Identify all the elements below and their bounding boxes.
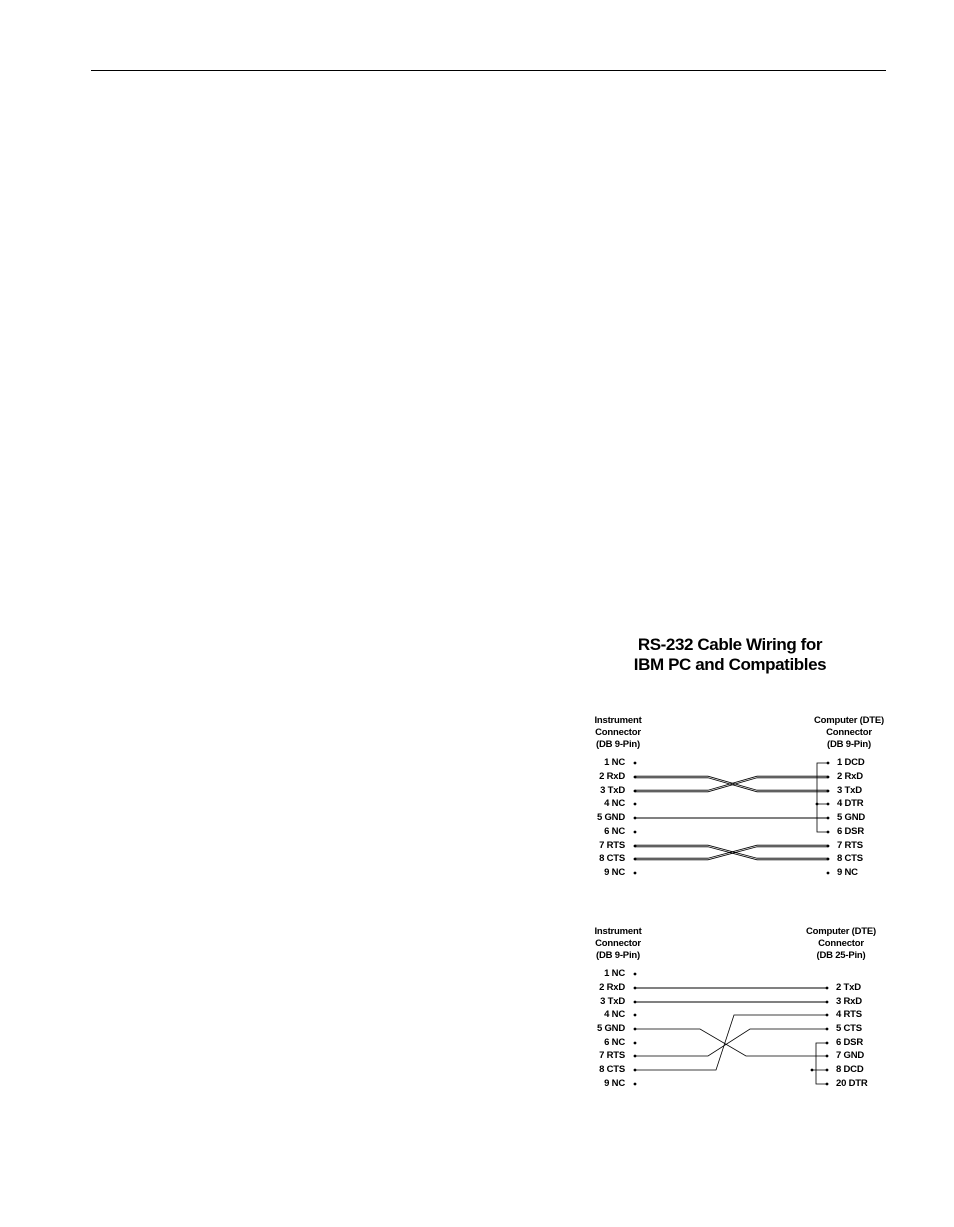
diagram-title-line-1: RS-232 Cable Wiring for: [637, 635, 823, 654]
d1-left-pin-2: 2 RxD: [599, 771, 625, 782]
d2-right-terminal-4: [826, 1014, 829, 1017]
d1-wire-rxd-to-txd: [635, 776, 828, 792]
d2-left-terminal-2: [634, 987, 637, 990]
d1-left-terminal-5: [634, 817, 637, 820]
d1-left-pin-3: 3 TxD: [600, 785, 625, 796]
d1-junction-dtr: [816, 803, 819, 806]
d2-left-terminal-8: [634, 1069, 637, 1072]
d2-loop-dsr-dcd-dtr: [812, 1043, 827, 1084]
d2-right-pin-7: 7 GND: [836, 1050, 865, 1061]
d2-left-pin-3: 3 TxD: [600, 996, 625, 1007]
d2-right-header-line-3: (DB 25-Pin): [816, 950, 866, 961]
d2-right-terminal-2: [826, 987, 829, 990]
d1-right-terminal-2: [827, 776, 830, 779]
d1-left-header-line-2: Connector: [595, 727, 641, 738]
d2-right-terminals: [826, 987, 829, 1086]
d2-wire-cts-to-rts: [635, 1015, 827, 1070]
d2-left-header-line-3: (DB 9-Pin): [596, 950, 640, 961]
d1-right-header-line-1: Computer (DTE): [813, 715, 885, 726]
header-rule: [91, 70, 886, 71]
d2-right-header: [800, 926, 882, 962]
d1-right-pin-2: 2 RxD: [837, 771, 863, 782]
d2-left-header-line-1: Instrument: [594, 926, 642, 937]
d1-left-header-line-3: (DB 9-Pin): [596, 739, 640, 750]
d1-left-pin-1: 1 NC: [604, 757, 625, 768]
d1-right-terminal-1: [827, 762, 830, 765]
d2-left-pin-4: 4 NC: [604, 1009, 625, 1020]
d1-wire-rts-to-cts: [635, 845, 828, 860]
d2-left-terminal-6: [634, 1042, 637, 1045]
d2-left-pin-8: 8 CTS: [599, 1064, 625, 1075]
d1-left-terminal-6: [634, 831, 637, 834]
d2-left-pin-1: 1 NC: [604, 968, 625, 979]
d1-right-header: [808, 715, 890, 751]
d1-left-pin-5: 5 GND: [596, 812, 625, 823]
d2-left-terminal-1: [634, 973, 637, 976]
d2-left-terminal-5: [634, 1028, 637, 1031]
d1-right-pin-8: 8 CTS: [837, 853, 863, 864]
d1-right-terminal-6: [827, 831, 830, 834]
d1-left-terminal-7: [634, 845, 637, 848]
d1-left-pin-4: 4 NC: [604, 798, 625, 809]
d1-left-terminal-9: [634, 872, 637, 875]
d1-left-terminal-4: [634, 803, 637, 806]
d1-left-terminal-8: [634, 858, 637, 861]
d1-left-header: [583, 715, 653, 751]
d2-right-pin-20: 20 DTR: [836, 1078, 868, 1089]
d1-right-terminal-4: [827, 803, 830, 806]
d2-left-terminal-3: [634, 1001, 637, 1004]
d1-right-terminals: [827, 762, 830, 875]
d2-junction-dcd: [811, 1069, 814, 1072]
d2-left-terminal-4: [634, 1014, 637, 1017]
d2-right-header-line-1: Computer (DTE): [805, 926, 877, 937]
d1-left-pin-9: 9 NC: [604, 867, 625, 878]
d1-loop-dcd-dtr-dsr: [817, 763, 828, 832]
d2-right-pin-6: 6 DSR: [836, 1037, 863, 1048]
d2-right-terminal-20: [826, 1083, 829, 1086]
d1-right-pin-6: 6 DSR: [837, 826, 864, 837]
d2-left-pin-2: 2 RxD: [599, 982, 625, 993]
d2-right-header-line-2: Connector: [818, 938, 864, 949]
d1-left-terminal-3: [634, 790, 637, 793]
d2-right-terminal-7: [826, 1055, 829, 1058]
d1-right-terminal-3: [827, 790, 830, 793]
d2-loop-junctions: [811, 1069, 814, 1072]
d2-left-pin-9: 9 NC: [604, 1078, 625, 1089]
d2-left-pin-5: 5 GND: [596, 1023, 625, 1034]
d1-right-terminal-9: [827, 872, 830, 875]
d1-left-terminals: [634, 762, 637, 875]
d1-left-pin-8: 8 CTS: [599, 853, 625, 864]
d2-right-terminal-3: [826, 1001, 829, 1004]
d2-right-pin-8: 8 DCD: [836, 1064, 864, 1075]
d2-right-pin-3: 3 RxD: [836, 996, 862, 1007]
d1-right-pin-1: 1 DCD: [837, 757, 865, 768]
d2-left-header-line-2: Connector: [595, 938, 641, 949]
d1-right-header-line-3: (DB 9-Pin): [827, 739, 871, 750]
d1-right-pin-4: 4 DTR: [837, 798, 864, 809]
d1-right-terminal-7: [827, 845, 830, 848]
d1-right-pin-9: 9 NC: [837, 867, 858, 878]
d2-right-terminal-6: [826, 1042, 829, 1045]
d1-left-terminal-2: [634, 776, 637, 779]
d2-left-pin-6: 6 NC: [604, 1037, 625, 1048]
d1-right-pin-5: 5 GND: [837, 812, 866, 823]
d1-loop-junctions: [816, 803, 819, 806]
d1-left-pin-7: 7 RTS: [599, 840, 625, 851]
d2-right-pin-4: 4 RTS: [836, 1009, 862, 1020]
d1-left-terminal-1: [634, 762, 637, 765]
d2-left-header: [583, 926, 653, 962]
d1-right-header-line-2: Connector: [826, 727, 872, 738]
d2-right-pin-2: 2 TxD: [836, 982, 861, 993]
d2-right-pin-5: 5 CTS: [836, 1023, 862, 1034]
d1-right-terminal-8: [827, 858, 830, 861]
d2-left-terminal-7: [634, 1055, 637, 1058]
d1-wire-txd-to-rxd: [635, 776, 828, 792]
d2-wire-gnd: [635, 1029, 827, 1056]
d1-wire-cts-to-rts: [635, 845, 828, 860]
d1-right-pin-7: 7 RTS: [837, 840, 863, 851]
d1-right-pin-3: 3 TxD: [837, 785, 862, 796]
d2-left-terminals: [634, 973, 637, 1086]
d1-left-pin-6: 6 NC: [604, 826, 625, 837]
d2-wire-rts-to-cts: [635, 1029, 827, 1056]
d2-right-terminal-5: [826, 1028, 829, 1031]
d1-right-terminal-5: [827, 817, 830, 820]
d2-left-pin-7: 7 RTS: [599, 1050, 625, 1061]
d2-left-terminal-9: [634, 1083, 637, 1086]
d1-left-header-line-1: Instrument: [594, 715, 642, 726]
diagram-title-line-2: IBM PC and Compatibles: [633, 655, 827, 674]
d2-right-terminal-8: [826, 1069, 829, 1072]
